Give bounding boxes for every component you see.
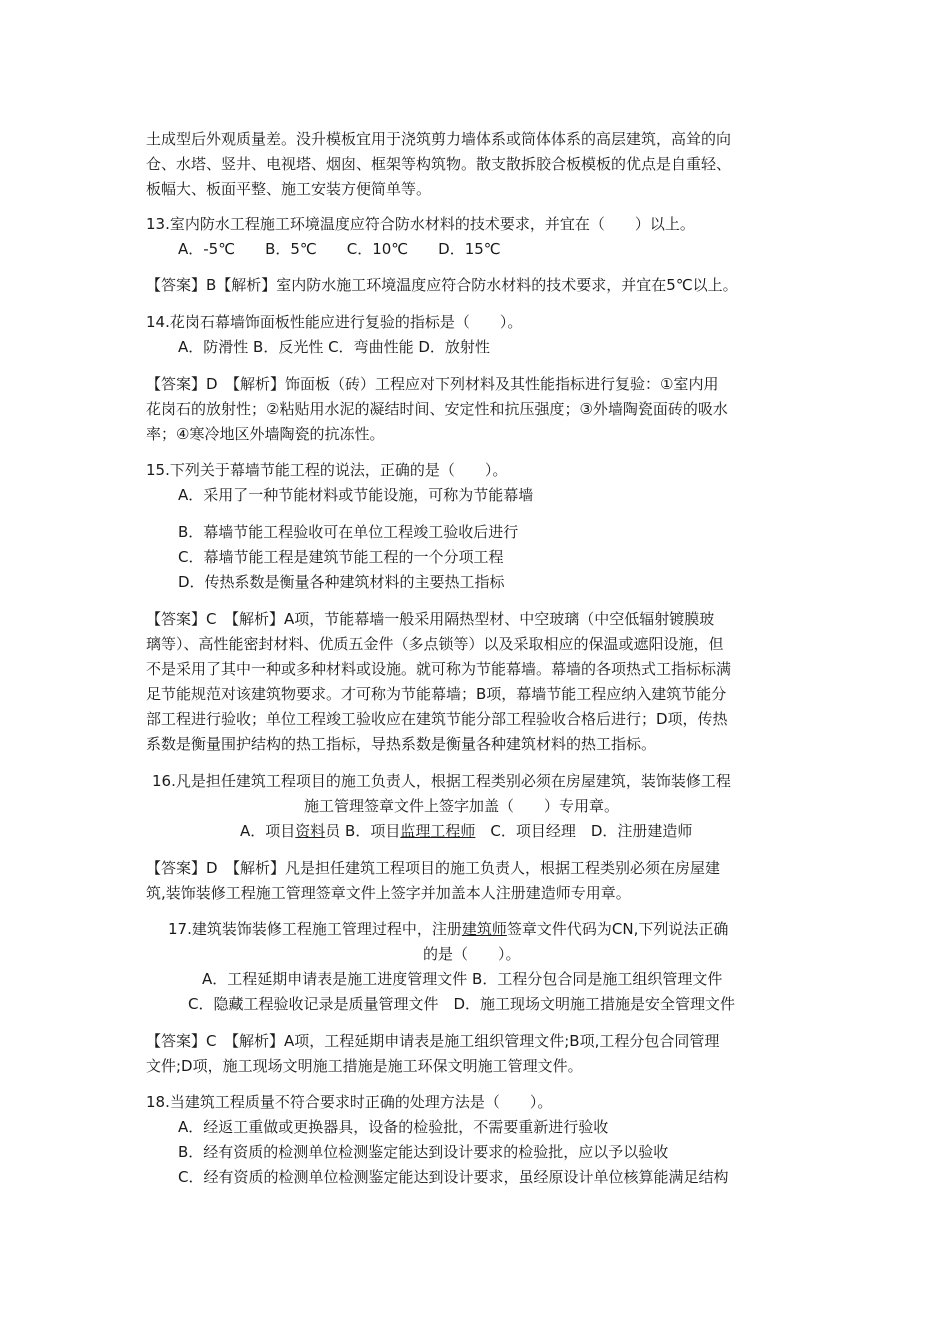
q15-option-d: D．传热系数是衡量各种建筑材料的主要热工指标 <box>178 573 505 591</box>
q16-stem-line-2: 施工管理签章文件上签字加盖（ ）专用章。 <box>304 797 620 815</box>
q15-stem: 15.下列关于幕墙节能工程的说法，正确的是（ ）。 <box>146 461 508 479</box>
q16-answer-line-1: 【答案】D 【解析】凡是担任建筑工程项目的施工负责人，根据工程类别必须在房屋建 <box>146 859 721 877</box>
q15-option-a: A．采用了一种节能材料或节能设施，可称为节能幕墙 <box>178 486 534 504</box>
q17-stem-suffix: 签章文件代码为CN,下列说法正确 <box>506 920 729 938</box>
q16-option-a-link[interactable]: 资料 <box>295 822 326 840</box>
q16-option-b-link[interactable]: 监理工程师 <box>400 822 476 840</box>
q17-stem-line-1 <box>168 917 728 942</box>
q16-stem-line-1: 16.凡是担任建筑工程项目的施工负责人，根据工程类别必须在房屋建筑，装饰装修工程 <box>152 772 731 790</box>
q15-answer-line-5: 部工程进行验收；单位工程竣工验收应在建筑节能分部工程验收合格后进行；D项，传热 <box>146 710 728 728</box>
q16-option-b-prefix: 员 B．项目 <box>325 822 401 840</box>
q14-answer-line-2: 花岗石的放射性；②粘贴用水泥的凝结时间、安定性和抗压强度；③外墙陶瓷面砖的吸水 <box>146 400 728 418</box>
q14-answer-line-3: 率；④寒冷地区外墙陶瓷的抗冻性。 <box>146 425 385 443</box>
q15-answer-line-3: 不是采用了其中一种或多种材料或设施。就可称为节能幕墙。幕墙的各项热式工指标标满 <box>146 660 732 678</box>
q17-options-line-1: A．工程延期申请表是施工进度管理文件 B．工程分包合同是施工组织管理文件 <box>202 970 723 988</box>
q17-answer-line-1: 【答案】C 【解析】A项，工程延期申请表是施工组织管理文件;B项,工程分包合同管理 <box>146 1032 720 1050</box>
q15-answer-line-2: 璃等）、高性能密封材料、优质五金件（多点锁等）以及采取相应的保温或遮阳设施，但 <box>146 635 724 653</box>
q16-options <box>240 819 692 844</box>
q18-option-c: C．经有资质的检测单位检测鉴定能达到设计要求，虽经原设计单位核算能满足结构 <box>178 1168 729 1186</box>
q13-answer: 【答案】B【解析】室内防水施工环境温度应符合防水材料的技术要求，并宜在5℃以上。 <box>146 276 738 294</box>
q13-stem: 13.室内防水工程施工环境温度应符合防水材料的技术要求，并宜在（ ）以上。 <box>146 215 695 233</box>
q18-option-b: B．经有资质的检测单位检测鉴定能达到设计要求的检验批，应以予以验收 <box>178 1143 669 1161</box>
intro-line-3: 板幅大、板面平整、施工安装方便简单等。 <box>146 180 432 198</box>
q16-option-a-prefix: A．项目 <box>240 822 296 840</box>
q18-stem: 18.当建筑工程质量不符合要求时正确的处理方法是（ ）。 <box>146 1093 553 1111</box>
q18-option-a: A．经返工重做或更换器具，设备的检验批，不需要重新进行验收 <box>178 1118 609 1136</box>
q16-answer-line-2: 筑,装饰装修工程施工管理签章文件上签字并加盖本人注册建造师专用章。 <box>146 884 631 902</box>
q17-stem-link[interactable]: 建筑师 <box>461 920 507 938</box>
intro-line-1: 土成型后外观质量差。没升模板宜用于浇筑剪力墙体系或筒体体系的高层建筑，高耸的向 <box>146 130 732 148</box>
q17-stem-line-2: 的是（ ）。 <box>423 945 521 963</box>
q15-answer-line-1: 【答案】C 【解析】A项，节能幕墙一般采用隔热型材、中空玻璃（中空低辐射镀膜玻 <box>146 610 715 628</box>
q17-options-line-2: C．隐藏工程验收记录是质量管理文件 D．施工现场文明施工措施是安全管理文件 <box>188 995 736 1013</box>
q15-option-c: C．幕墙节能工程是建筑节能工程的一个分项工程 <box>178 548 504 566</box>
q13-options: A．-5℃ B．5℃ C．10℃ D．15℃ <box>178 240 501 258</box>
q17-stem-prefix: 17.建筑装饰装修工程施工管理过程中，注册 <box>168 920 462 938</box>
q14-answer-line-1: 【答案】D 【解析】饰面板（砖）工程应对下列材料及其性能指标进行复验：①室内用 <box>146 375 719 393</box>
q14-stem: 14.花岗石幕墙饰面板性能应进行复验的指标是（ ）。 <box>146 313 523 331</box>
q15-answer-line-6: 系数是衡量围护结构的热工指标，导热系数是衡量各种建筑材料的热工指标。 <box>146 735 657 753</box>
intro-line-2: 仓、水塔、竖井、电视塔、烟囱、框架等构筑物。散支散拆胶合板模板的优点是自重轻、 <box>146 155 732 173</box>
q14-options: A．防滑性 B．反光性 C．弯曲性能 D．放射性 <box>178 338 490 356</box>
q17-answer-line-2: 文件;D项，施工现场文明施工措施是施工环保文明施工管理文件。 <box>146 1057 583 1075</box>
q15-answer-line-4: 足节能规范对该建筑物要求。才可称为节能幕墙；B项，幕墙节能工程应纳入建筑节能分 <box>146 685 727 703</box>
q16-options-rest: C．项目经理 D．注册建造师 <box>475 822 693 840</box>
q15-option-b: B．幕墙节能工程验收可在单位工程竣工验收后进行 <box>178 523 519 541</box>
